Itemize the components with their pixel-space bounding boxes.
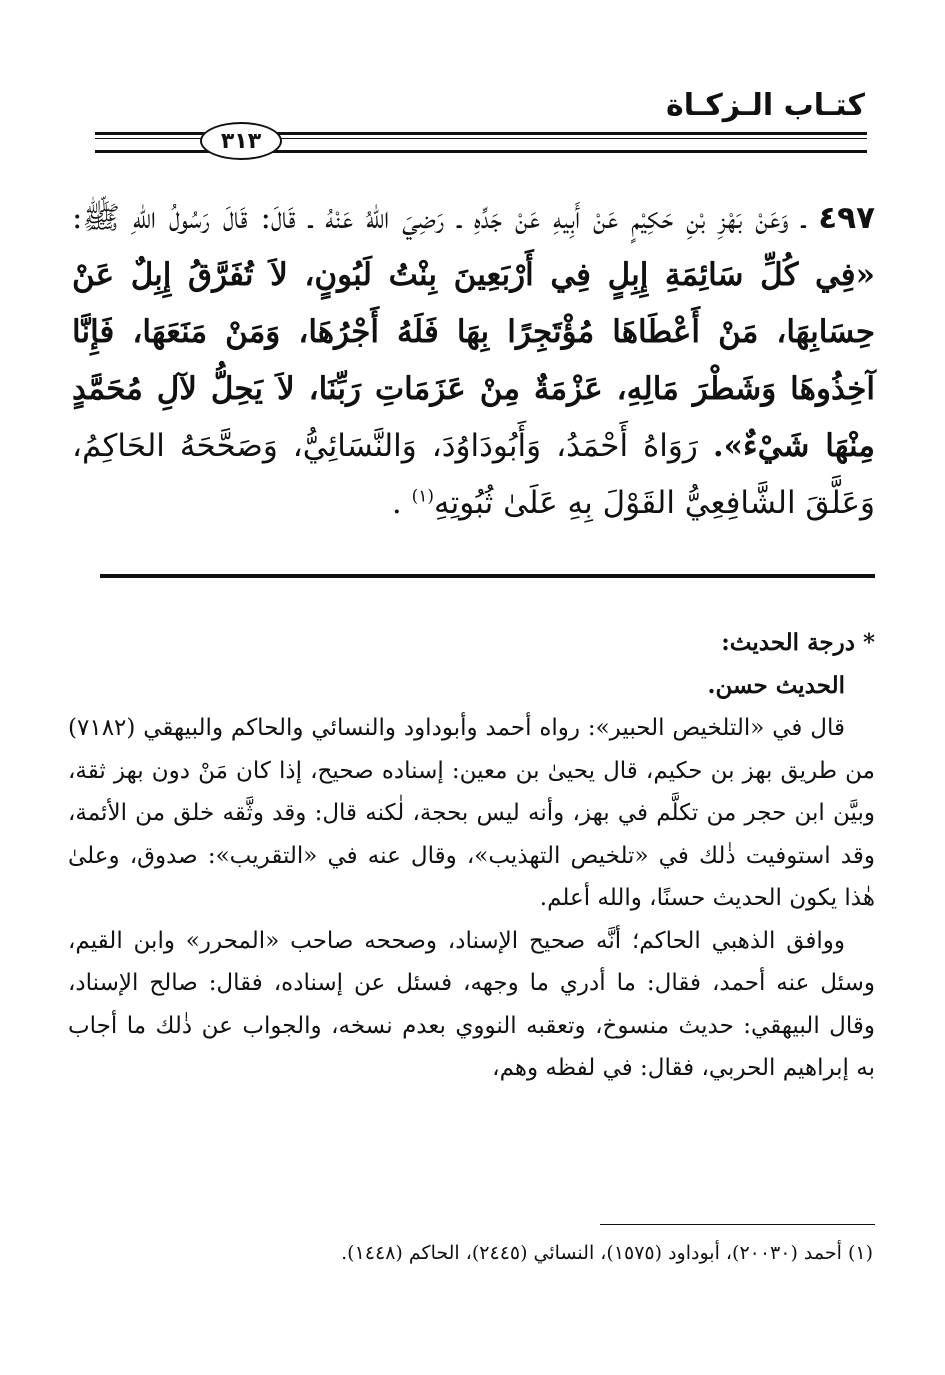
footnote-reference: (١) xyxy=(411,486,434,507)
page-number: ٣١٣ xyxy=(200,122,282,160)
hadith-isnad: وَعَنْ بَهْزِ بْنِ حَكِيْمٍ عَنْ أَبِيهِ عَنْ جَدِّهِ ـ رَضِيَ اللهُ عَنْهُ ـ قَالَ: قَالَ رَسُولُ اللهِ ﷺ: xyxy=(72,200,789,236)
hadith-prophet-text: «فِي كُلِّ سَائِمَةِ إِبِلٍ فِي أَرْبَعِينَ بِنْتُ لَبُونٍ، لاَ تُفَرَّقُ إِبِلٌ عَنْ حِسَابِهَا، مَنْ أَعْطَاهَا مُؤْتَجِرًا بِهَا فَلَهُ أَجْرُهَا، وَمَنْ مَنَعَهَا، فَإِنَّا آخِذُوهَا وَشَطْرَ مَالِهِ، عَزْمَةٌ مِنْ عَزَمَاتِ رَبِّنَا، لاَ يَحِلُّ لآلِ مُحَمَّدٍ مِنْهَا شَيْءٌ». xyxy=(72,257,876,464)
hadith-dash: ـ xyxy=(801,200,806,236)
commentary-paragraph-1: قال في «التلخيص الحبير»: رواه أحمد وأبوداود والنسائي والحاكم والبيهقي (٧١٨٢) من طريق بهز بن حكيم، قال يحيىٰ بن معين: إسناده صحيح، إذا كان مَنْ دون بهز ثقة، وبيَّن ابن حجر من تكلَّم في بهز، وأنه ليس بحجة، لٰكنه قال: وقد وثَّقه خلق من الأئمة، وقد استوفيت ذٰلك في «تلخيص التهذيب»، وقال عنه في «التقريب»: صدوق، وعلىٰ هٰذا يكون الحديث حسنًا، والله أعلم. xyxy=(68,715,875,911)
hadith-text xyxy=(72,190,875,532)
hadith-end: . xyxy=(391,485,412,521)
running-title: كتـاب الـزكـاة xyxy=(666,88,865,123)
section-divider xyxy=(100,574,875,578)
section-heading: * درجة الحديث: xyxy=(721,629,875,656)
commentary xyxy=(68,622,875,1090)
footnote: (١) أحمد (٢٠٠٣٠)، أبوداود (١٥٧٥)، النسائي (٢٤٤٥)، الحاكم (١٤٤٨). xyxy=(341,1242,873,1264)
hadith-grade: الحديث حسن. xyxy=(707,671,845,699)
footnote-rule xyxy=(600,1224,875,1225)
commentary-paragraph-2: ووافق الذهبي الحاكم؛ أنَّه صحيح الإسناد، وصححه صاحب «المحرر» وابن القيم، وسئل عنه أحمد، فقال: ما أدري ما وجهه، فسئل عن إسناده، فقال: صالح الإسناد، وقال البيهقي: حديث منسوخ، وتعقبه النووي بعدم نسخه، والجواب عن ذٰلك ما أجاب به إبراهيم الحربي، فقال: في لفظه وهم، xyxy=(68,927,875,1081)
hadith-takhrij: رَوَاهُ أَحْمَدُ، وَأَبُودَاوُدَ، وَالنَّسَائِيُّ، وَصَحَّحَهُ الحَاكِمُ، وَعَلَّقَ الشَّافِعِيُّ القَوْلَ بِهِ عَلَىٰ ثُبُوتِهِ xyxy=(72,428,875,521)
hadith-number: ٤٩٧ xyxy=(818,200,876,236)
